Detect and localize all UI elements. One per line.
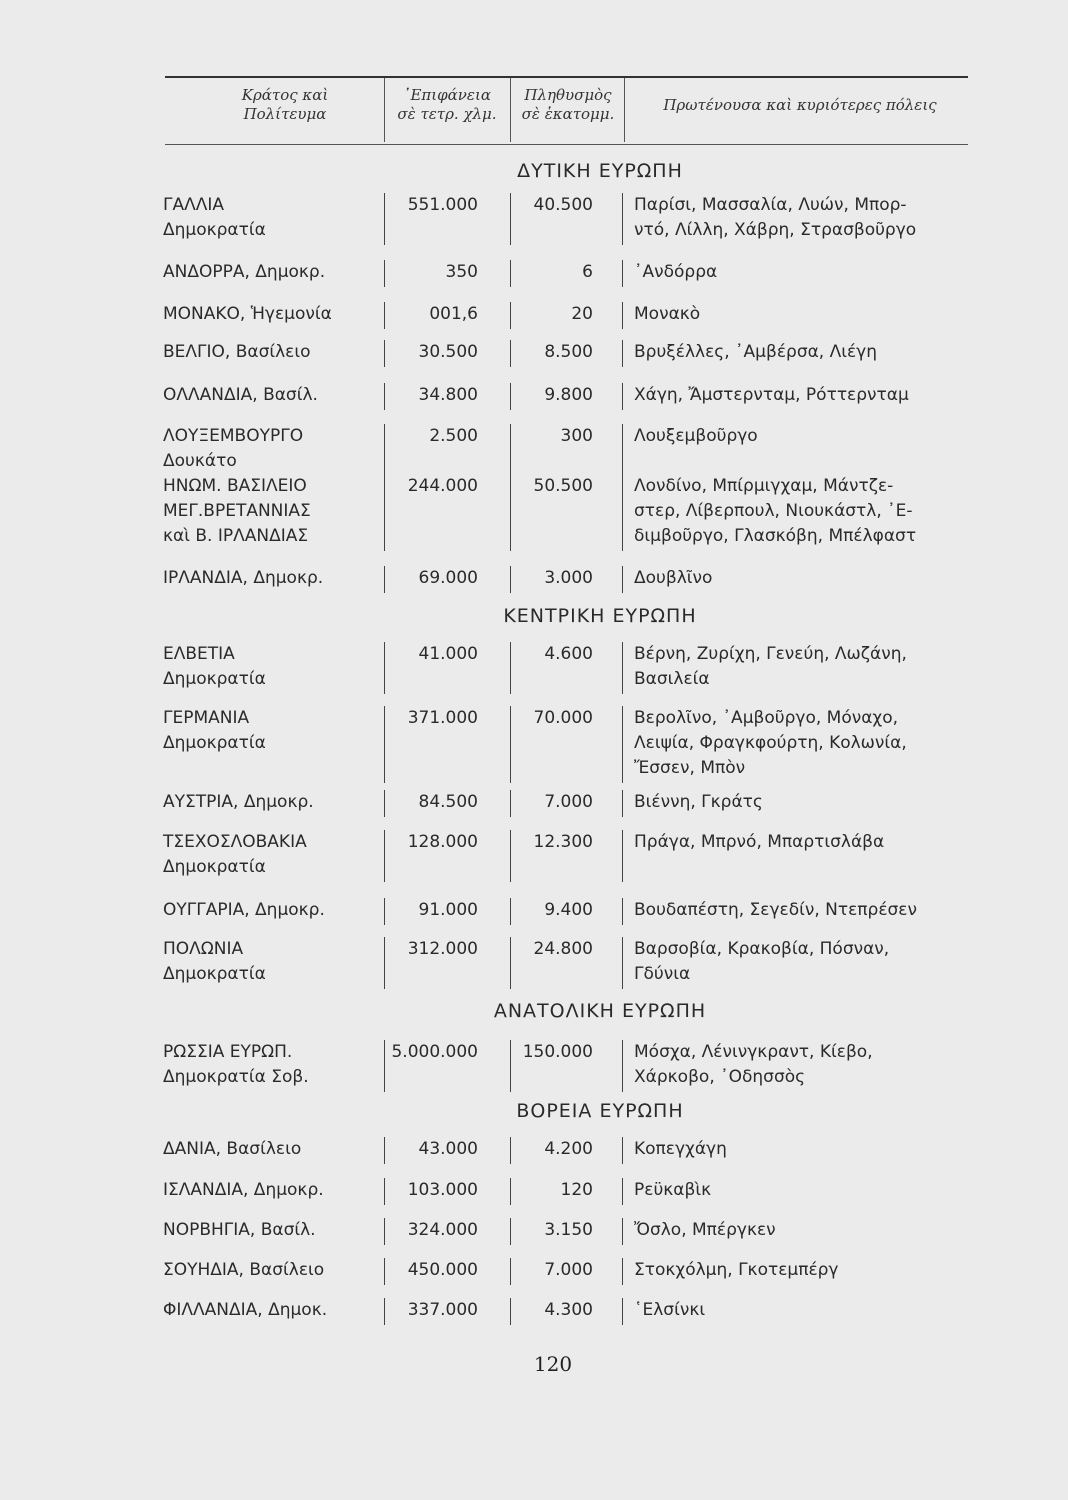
cities-list <box>634 260 974 285</box>
area-value: 350 <box>445 262 478 282</box>
country-name <box>163 566 378 591</box>
area-value: 312.000 <box>407 939 478 959</box>
section-title: ΒΟΡΕΙΑ ΕΥΡΩΠΗ <box>516 1100 684 1122</box>
header-area-line2: σὲ τετρ. χλμ. <box>397 105 497 123</box>
population-value: 6 <box>582 262 593 282</box>
table-row <box>0 424 1068 476</box>
table-row <box>0 1218 1068 1245</box>
cities-list <box>634 383 974 408</box>
country-line: καὶ Β. ΙΡΛΑΝΔΙΑΣ <box>163 526 309 546</box>
population-value: 9.800 <box>544 385 593 405</box>
table-row <box>0 302 1068 329</box>
header-country <box>200 86 370 124</box>
population-value: 120 <box>560 1180 593 1200</box>
cities-line: Δουβλῖνο <box>634 568 713 588</box>
area-value: 43.000 <box>418 1139 478 1159</box>
country-name <box>163 898 378 923</box>
column-rule <box>622 1218 623 1245</box>
cities-list <box>634 1218 974 1243</box>
header-area <box>386 86 508 124</box>
population-value: 70.000 <box>533 708 593 728</box>
page-number: 120 <box>533 1352 573 1376</box>
cities-line: Χάρκοβο, ᾿Οδησσὸς <box>634 1067 806 1087</box>
cities-list <box>634 642 974 692</box>
area-value: 103.000 <box>407 1180 478 1200</box>
cities-line: Μονακὸ <box>634 304 701 324</box>
cities-list <box>634 1178 974 1203</box>
area-value: 450.000 <box>407 1260 478 1280</box>
table-row <box>0 474 1068 551</box>
country-name <box>163 302 378 327</box>
area-value: 30.500 <box>418 342 478 362</box>
area-value: 128.000 <box>407 832 478 852</box>
country-line: Δημοκρατία <box>163 964 266 984</box>
cities-list <box>634 193 974 243</box>
country-name <box>163 474 378 549</box>
table-row <box>0 937 1068 989</box>
header-rule <box>165 144 968 145</box>
population-value: 40.500 <box>533 195 593 215</box>
country-name <box>163 1298 378 1323</box>
header-population-line2: σὲ ἑκατομμ. <box>521 105 615 123</box>
country-line: ΜΕΓ.ΒΡΕΤΑΝΝΙΑΣ <box>163 501 311 521</box>
top-rule <box>165 76 968 78</box>
population-value: 3.000 <box>544 568 593 588</box>
population-value: 9.400 <box>544 900 593 920</box>
country-name <box>163 383 378 408</box>
population-value: 20 <box>571 304 593 324</box>
column-rule <box>622 302 623 329</box>
column-rule <box>622 830 623 882</box>
header-population <box>512 86 624 124</box>
country-line: ΓΕΡΜΑΝΙΑ <box>163 708 250 728</box>
cities-list <box>634 566 974 591</box>
country-line: ΦΙΛΛΑΝΔΙΑ, Δημοκ. <box>163 1300 328 1320</box>
cities-line: Λουξεμβοῦργο <box>634 426 758 446</box>
population-value: 7.000 <box>544 792 593 812</box>
area-value: 69.000 <box>418 568 478 588</box>
cities-line: ᾿Ανδόρρα <box>634 262 718 282</box>
table-row <box>0 1178 1068 1205</box>
population-value: 4.200 <box>544 1139 593 1159</box>
column-rule <box>622 937 623 989</box>
table-row <box>0 383 1068 410</box>
section-title: ΑΝΑΤΟΛΙΚΗ ΕΥΡΩΠΗ <box>493 1000 707 1022</box>
country-line: ΛΟΥΞΕΜΒΟΥΡΓΟ <box>163 426 304 446</box>
population-value: 7.000 <box>544 1260 593 1280</box>
cities-list <box>634 898 974 923</box>
cities-line: Στοκχόλμη, Γκοτεμπέργ <box>634 1260 839 1280</box>
country-line: ΟΥΓΓΑΡΙΑ, Δημοκρ. <box>163 900 325 920</box>
country-line: Δημοκρατία <box>163 669 266 689</box>
column-rule <box>622 566 623 593</box>
population-value: 12.300 <box>533 832 593 852</box>
area-value: 41.000 <box>418 644 478 664</box>
cities-list <box>634 1258 974 1283</box>
country-line: Δουκάτο <box>163 451 237 471</box>
cities-list <box>634 706 974 781</box>
cities-line: Βερολῖνο, ᾿Αμβοῦργο, Μόναχο, <box>634 708 899 728</box>
table-row <box>0 1258 1068 1285</box>
cities-line: Ὄσλο, Μπέργκεν <box>634 1220 776 1240</box>
area-value: 2.500 <box>429 426 478 446</box>
table-row <box>0 1040 1068 1092</box>
section-title: ΚΕΝΤΡΙΚΗ ΕΥΡΩΠΗ <box>503 605 697 627</box>
column-rule <box>622 1178 623 1205</box>
cities-line: Χάγη, Ἄμστερνταμ, Ρόττερνταμ <box>634 385 909 405</box>
area-value: 337.000 <box>407 1300 478 1320</box>
country-line: ΗΝΩΜ. ΒΑΣΙΛΕΙΟ <box>163 476 307 496</box>
section-title: ΔΥΤΙΚΗ ΕΥΡΩΠΗ <box>517 160 683 182</box>
header-population-line1: Πληθυσμὸς <box>524 86 612 104</box>
area-value: 244.000 <box>407 476 478 496</box>
cities-list <box>634 1298 974 1323</box>
cities-line: Βασιλεία <box>634 669 710 689</box>
column-rule <box>622 642 623 694</box>
country-line: ΠΟΛΩΝΙΑ <box>163 939 244 959</box>
cities-line: διμβοῦργο, Γλασκόβη, Μπέλφαστ <box>634 526 917 546</box>
column-rule <box>622 193 623 245</box>
column-rule <box>622 790 623 817</box>
cities-line: Βέρνη, Ζυρίχη, Γενεύη, Λωζάνη, <box>634 644 907 664</box>
column-rule <box>622 424 623 476</box>
table-row <box>0 642 1068 694</box>
country-name <box>163 642 378 692</box>
country-name <box>163 1040 378 1090</box>
table-row <box>0 566 1068 593</box>
table-row <box>0 706 1068 783</box>
population-value: 4.600 <box>544 644 593 664</box>
column-rule <box>622 260 623 287</box>
cities-line: Ρεϋκαβὶκ <box>634 1180 712 1200</box>
header-country-line2: Πολίτευμα <box>243 105 327 123</box>
country-name <box>163 340 378 365</box>
cities-list <box>634 830 974 855</box>
table-row <box>0 1298 1068 1325</box>
column-rule <box>622 1137 623 1164</box>
country-name <box>163 1218 378 1243</box>
cities-list <box>634 302 974 327</box>
country-name <box>163 193 378 243</box>
country-line: ΣΟΥΗΔΙΑ, Βασίλειο <box>163 1260 325 1280</box>
cities-list <box>634 474 974 549</box>
column-rule <box>622 383 623 410</box>
cities-line: Ἔσσεν, Μπὸν <box>634 758 746 778</box>
country-line: ΝΟΡΒΗΓΙΑ, Βασίλ. <box>163 1220 316 1240</box>
country-line: ΑΥΣΤΡΙΑ, Δημοκρ. <box>163 792 314 812</box>
cities-line: Κοπεγχάγη <box>634 1139 727 1159</box>
column-rule <box>622 1040 623 1092</box>
country-line: ΒΕΛΓΙΟ, Βασίλειο <box>163 342 311 362</box>
country-line: ΙΣΛΑΝΔΙΑ, Δημοκρ. <box>163 1180 324 1200</box>
cities-list <box>634 1040 974 1090</box>
column-rule <box>622 340 623 367</box>
country-name <box>163 1178 378 1203</box>
population-value: 50.500 <box>533 476 593 496</box>
header-area-line1: ᾿Επιφάνεια <box>402 86 491 104</box>
cities-line: Πράγα, Μπρνό, Μπαρτισλάβα <box>634 832 885 852</box>
column-rule <box>622 898 623 925</box>
country-line: ΟΛΛΑΝΔΙΑ, Βασίλ. <box>163 385 318 405</box>
table-row <box>0 1137 1068 1164</box>
table-row <box>0 830 1068 882</box>
area-value: 371.000 <box>407 708 478 728</box>
country-name <box>163 830 378 880</box>
country-line: ΓΑΛΛΙΑ <box>163 195 225 215</box>
population-value: 300 <box>560 426 593 446</box>
country-line: ΕΛΒΕΤΙΑ <box>163 644 235 664</box>
country-name <box>163 1258 378 1283</box>
country-line: ΑΝΔΟΡΡΑ, Δημοκρ. <box>163 262 326 282</box>
area-value: 551.000 <box>407 195 478 215</box>
area-value: 84.500 <box>418 792 478 812</box>
cities-line: Γδύνια <box>634 964 691 984</box>
population-value: 8.500 <box>544 342 593 362</box>
cities-line: Βιέννη, Γκράτς <box>634 792 763 812</box>
cities-line: Λονδίνο, Μπίρμιγχαμ, Μάντζε- <box>634 476 894 496</box>
column-rule <box>622 1298 623 1325</box>
header-separator <box>384 78 385 142</box>
area-value: 324.000 <box>407 1220 478 1240</box>
cities-list <box>634 424 974 449</box>
table-row <box>0 260 1068 287</box>
cities-list <box>634 790 974 815</box>
country-line: ΙΡΛΑΝΔΙΑ, Δημοκρ. <box>163 568 324 588</box>
cities-list <box>634 937 974 987</box>
country-line: Δημοκρατία <box>163 733 266 753</box>
cities-line: Βρυξέλλες, ᾿Αμβέρσα, Λιέγη <box>634 342 878 362</box>
table-row <box>0 898 1068 925</box>
cities-line: Βαρσοβία, Κρακοβία, Πόσναν, <box>634 939 890 959</box>
country-line: Δημοκρατία Σοβ. <box>163 1067 309 1087</box>
country-name <box>163 260 378 285</box>
country-line: ΤΣΕΧΟΣΛΟΒΑΚΙΑ <box>163 832 307 852</box>
cities-line: ντό, Λίλλη, Χάβρη, Στρασβοῦργο <box>634 220 917 240</box>
table-row <box>0 340 1068 367</box>
population-value: 3.150 <box>544 1220 593 1240</box>
header-country-line1: Κράτος καὶ <box>241 86 329 104</box>
country-line: ΜΟΝΑΚΟ, Ἡγεμονία <box>163 304 332 324</box>
country-line: ΔΑΝΙΑ, Βασίλειο <box>163 1139 302 1159</box>
cities-line: Παρίσι, Μασσαλία, Λυών, Μπορ- <box>634 195 907 215</box>
cities-line: στερ, Λίβερπουλ, Νιουκάστλ, ᾿Ε- <box>634 501 913 521</box>
population-value: 4.300 <box>544 1300 593 1320</box>
country-name <box>163 706 378 756</box>
header-separator <box>624 78 625 142</box>
area-value: 34.800 <box>418 385 478 405</box>
cities-list <box>634 1137 974 1162</box>
header-separator <box>510 78 511 142</box>
country-name <box>163 790 378 815</box>
table-row <box>0 790 1068 817</box>
country-name <box>163 424 378 474</box>
area-value: 91.000 <box>418 900 478 920</box>
country-line: ΡΩΣΣΙΑ ΕΥΡΩΠ. <box>163 1042 293 1062</box>
area-value: 001,6 <box>429 304 478 324</box>
country-name <box>163 937 378 987</box>
area-value: 5.000.000 <box>391 1042 478 1062</box>
column-rule <box>622 706 623 783</box>
cities-line: Μόσχα, Λένινγκραντ, Κίεβο, <box>634 1042 873 1062</box>
population-value: 150.000 <box>522 1042 593 1062</box>
table-row <box>0 193 1068 245</box>
cities-line: ῾Ελσίνκι <box>634 1300 706 1320</box>
column-rule <box>622 1258 623 1285</box>
cities-line: Λειψία, Φραγκφούρτη, Κολωνία, <box>634 733 907 753</box>
column-rule <box>622 474 623 551</box>
header-cities <box>632 96 968 115</box>
cities-line: Βουδαπέστη, Σεγεδίν, Ντεπρέσεν <box>634 900 917 920</box>
cities-list <box>634 340 974 365</box>
country-line: Δημοκρατία <box>163 220 266 240</box>
country-name <box>163 1137 378 1162</box>
population-value: 24.800 <box>533 939 593 959</box>
header-cities-text: Πρωτένουσα καὶ κυριότερες πόλεις <box>663 96 937 114</box>
country-line: Δημοκρατία <box>163 857 266 877</box>
